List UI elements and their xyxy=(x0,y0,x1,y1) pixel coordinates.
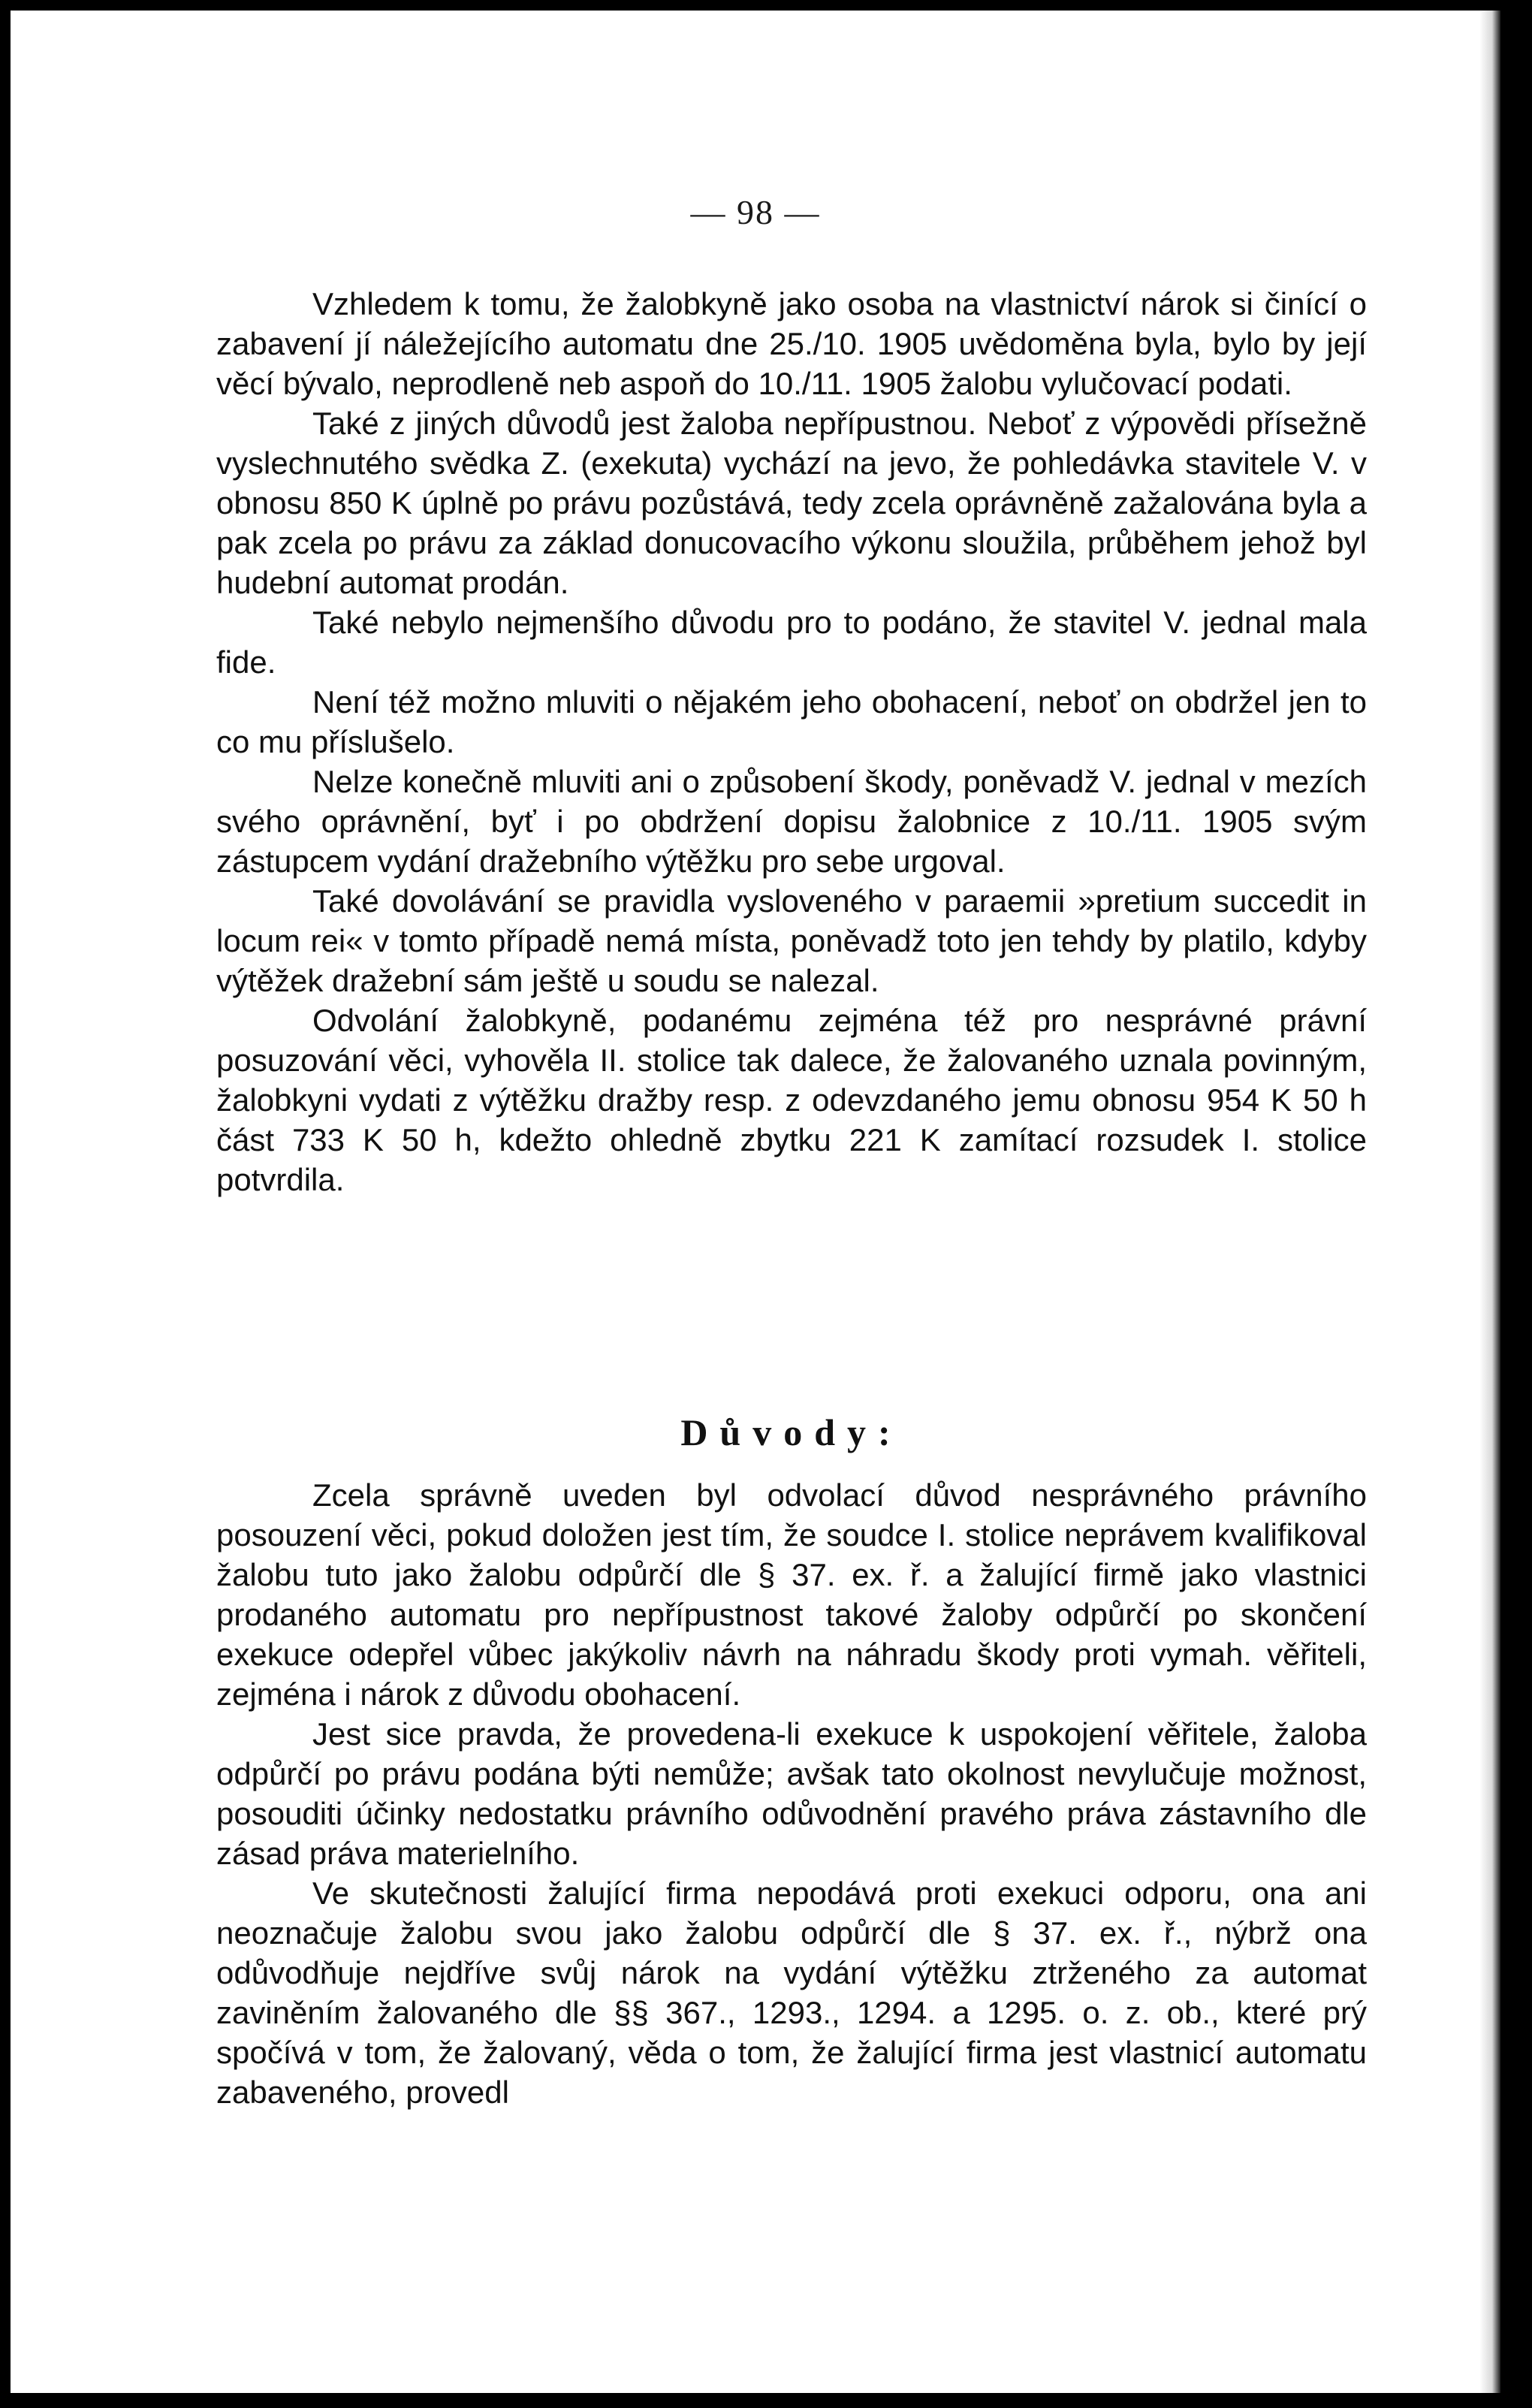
paragraph: Odvolání žalobkyně, podanému zejména též pro nesprávné právní posuzování věci, vyhověla II. stolice tak dalece, že žalovaného uznala povinným, žalobkyni vydati z výtěžku dražby resp. z odevzdaného jemu obnosu 954 K 50 h část 733 K 50 h, kdežto ohledně zbytku 221 K zamítací rozsudek I. stolice potvrdila. xyxy=(216,1003,1367,1197)
document-page xyxy=(11,11,1500,2393)
page-edge-shadow xyxy=(1479,11,1500,2393)
section-heading-text: Důvody: xyxy=(680,1411,903,1453)
paragraph: Zcela správně uveden byl odvolací důvod nesprávného právního posouzení věci, pokud doložen jest tím, že soudce I. stolice neprávem kvalifikoval žalobu tuto jako žalobu odpůrčí dle § 37. ex. ř. a žalující firmě jako vlastnici prodaného automatu pro nepřípustnost takové žaloby odpůrčí po skončení exekuce odepřel vůbec jakýkoliv návrh na náhradu škody proti vymah. věřiteli, zejména i nárok z důvodu obohacení. xyxy=(216,1477,1367,1712)
page-number: — 98 — xyxy=(690,193,821,231)
paragraph: Také z jiných důvodů jest žaloba nepřípustnou. Neboť z výpovědi přísežně vyslechnutého svědka Z. (exekuta) vychází na jevo, že pohledávka stavitele V. v obnosu 850 K úplně po právu pozůstává, tedy zcela oprávněně zažalována byla a pak zcela po právu za základ donucovacího výkonu sloužila, průběhem jehož byl hudební automat prodán. xyxy=(216,406,1367,600)
text-block-before-heading xyxy=(216,284,1367,1199)
paragraph: Ve skutečnosti žalující firma nepodává proti exekuci odporu, ona ani neoznačuje žalobu svou jako žalobu odpůrčí dle § 37. ex. ř., nýbrž ona odůvodňuje nejdříve svůj nárok na vydání výtěžku ztrženého za automat zaviněním žalovaného dle §§ 367., 1293., 1294. a 1295. o. z. ob., které prý spočívá v tom, že žalovaný, věda o tom, že žalující firma jest vlastnicí automatu zabaveného, provedl xyxy=(216,1875,1367,2110)
paragraph: Vzhledem k tomu, že žalobkyně jako osoba na vlastnictví nárok si činící o zabavení jí náležejícího automatu dne 25./10. 1905 uvědoměna byla, bylo by její věcí bývalo, neprodleně neb aspoň do 10./11. 1905 žalobu vylučovací podati. xyxy=(216,286,1367,401)
section-heading xyxy=(216,1411,1367,1454)
paragraph: Také dovolávání se pravidla vysloveného v paraemii »pretium succedit in locum rei« v tomto případě nemá místa, poněvadž toto jen tehdy by platilo, kdyby výtěžek dražební sám ještě u soudu se nalezal. xyxy=(216,883,1367,998)
text-block-after-heading xyxy=(216,1475,1367,2112)
paragraph: Není též možno mluviti o nějakém jeho obohacení, neboť on obdržel jen to co mu příslušelo. xyxy=(216,684,1367,759)
paragraph: Nelze konečně mluviti ani o způsobení škody, poněvadž V. jednal v mezích svého oprávnění, byť i po obdržení dopisu žalobnice z 10./11. 1905 svým zástupcem vydání dražebního výtěžku pro sebe urgoval. xyxy=(216,764,1367,879)
paragraph: Také nebylo nejmenšího důvodu pro to podáno, že stavitel V. jednal mala fide. xyxy=(216,605,1367,680)
paragraph: Jest sice pravda, že provedena-li exekuce k uspokojení věřitele, žaloba odpůrčí po právu podána býti nemůže; avšak tato okolnost nevylučuje možnost, posouditi účinky nedostatku právního odůvodnění pravého práva zástavního dle zásad práva materielního. xyxy=(216,1716,1367,1871)
